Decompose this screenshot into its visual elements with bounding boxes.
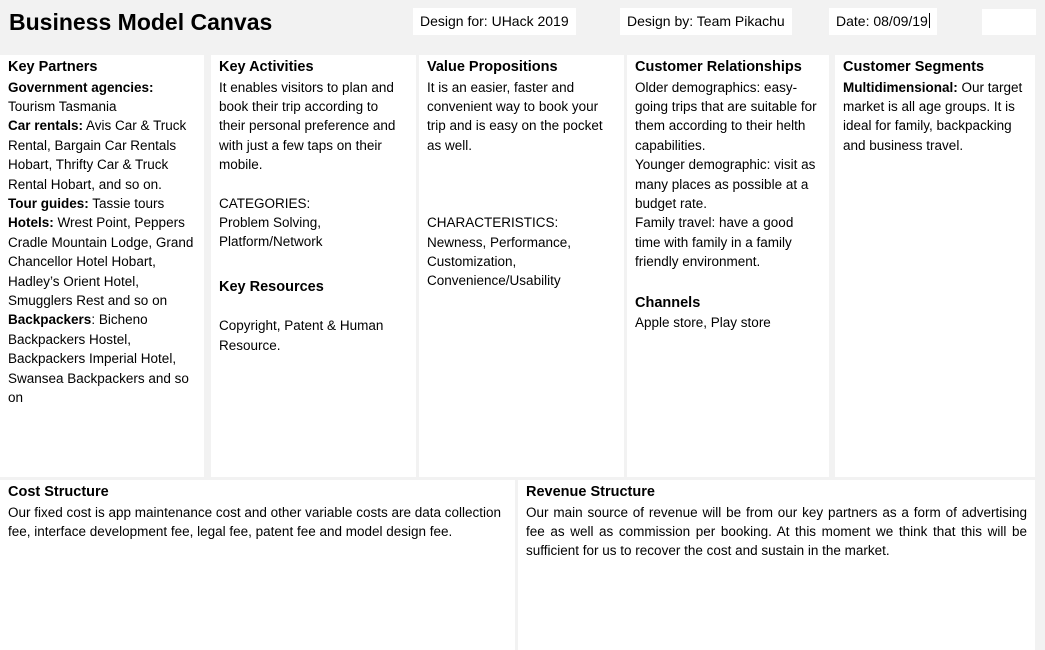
customer-segments-title: Customer Segments — [843, 59, 985, 75]
date-field[interactable] — [829, 8, 937, 35]
value-propositions-title: Value Propositions — [427, 59, 558, 75]
revenue-structure-title: Revenue Structure — [526, 484, 655, 500]
value-propositions-cell[interactable] — [419, 55, 624, 477]
date-text: Date: 08/09/19 — [836, 13, 928, 29]
characteristics-label: CHARACTERISTICS: — [427, 215, 559, 231]
empty-header-field[interactable] — [982, 9, 1036, 35]
channels-title: Channels — [635, 294, 701, 311]
customer-segments-cell[interactable] — [835, 55, 1035, 477]
page-title: Business Model Canvas — [9, 9, 273, 35]
revenue-structure-description: Our main source of revenue will be from our key partners as a form of advertising fee as well as commission per booking. At this moment we think that this will be sufficient for us to recover the cost and sustain in the market. — [526, 504, 1027, 559]
cost-structure-description: Our fixed cost is app maintenance cost and other variable costs are data collection fee, interface development fee, legal fee, patent fee and model design fee. — [8, 504, 502, 539]
key-activities-description: It enables visitors to plan and book their trip according to their personal preference and with just a few taps on their mobile. — [219, 79, 396, 173]
key-activities-cell[interactable] — [211, 55, 416, 477]
categories-label: CATEGORIES: — [219, 195, 311, 211]
channels-description: Apple store, Play store — [635, 315, 771, 331]
key-partners-entry: Tour guides: Tassie tours — [8, 195, 165, 211]
categories-list: Problem Solving, Platform/Network — [219, 214, 323, 250]
key-activities-title: Key Activities — [219, 59, 314, 75]
design-for-field[interactable] — [413, 8, 576, 35]
value-propositions-description: It is an easier, faster and convenient way to book your trip and is easy on the pocket as well. — [427, 79, 603, 153]
key-partners-title: Key Partners — [8, 59, 98, 75]
cost-structure-title: Cost Structure — [8, 484, 109, 500]
key-partners-entry: Government agencies: Tourism Tasmania — [8, 79, 154, 114]
design-by-text: Design by: Team Pikachu — [627, 13, 785, 29]
characteristics-list: Newness, Performance, Customization, Convenience/Usability — [427, 234, 572, 289]
design-by-field[interactable] — [620, 8, 792, 35]
text-cursor — [929, 13, 930, 28]
customer-relationships-cell[interactable] — [627, 55, 829, 477]
customer-relationships-entry: Older demographics: easy-going trips that are suitable for them according to their helth capabilities. — [635, 79, 817, 153]
key-partners-cell[interactable] — [0, 55, 204, 477]
key-partners-entry: Hotels: Wrest Point, Peppers Cradle Mountain Lodge, Grand Chancellor Hotel Hobart, Hadley’s Orient Hotel, Smugglers Rest and so on — [8, 215, 194, 308]
customer-segments-description: Multidimensional: Our target market is all age groups. It is ideal for family, backpacking and business travel. — [843, 79, 1023, 153]
revenue-structure-cell[interactable] — [518, 480, 1035, 650]
key-resources-title: Key Resources — [219, 278, 324, 295]
key-partners-entry: Car rentals: Avis Car & Truck Rental, Bargain Car Rentals Hobart, Thrifty Car & Truck Rental Hobart, and so on. — [8, 118, 187, 192]
cost-structure-cell[interactable] — [0, 480, 515, 650]
customer-relationships-entry: Younger demographic: visit as many places as possible at a budget rate. — [635, 157, 816, 211]
key-resources-description: Copyright, Patent & Human Resource. — [219, 318, 384, 353]
key-partners-entry: Backpackers: Bicheno Backpackers Hostel, Backpackers Imperial Hotel, Swansea Backpackers and so on — [8, 312, 189, 405]
customer-relationships-entry: Family travel: have a good time with family in a family friendly environment. — [635, 215, 794, 270]
customer-relationships-title: Customer Relationships — [635, 59, 802, 75]
design-for-text: Design for: UHack 2019 — [420, 13, 569, 29]
